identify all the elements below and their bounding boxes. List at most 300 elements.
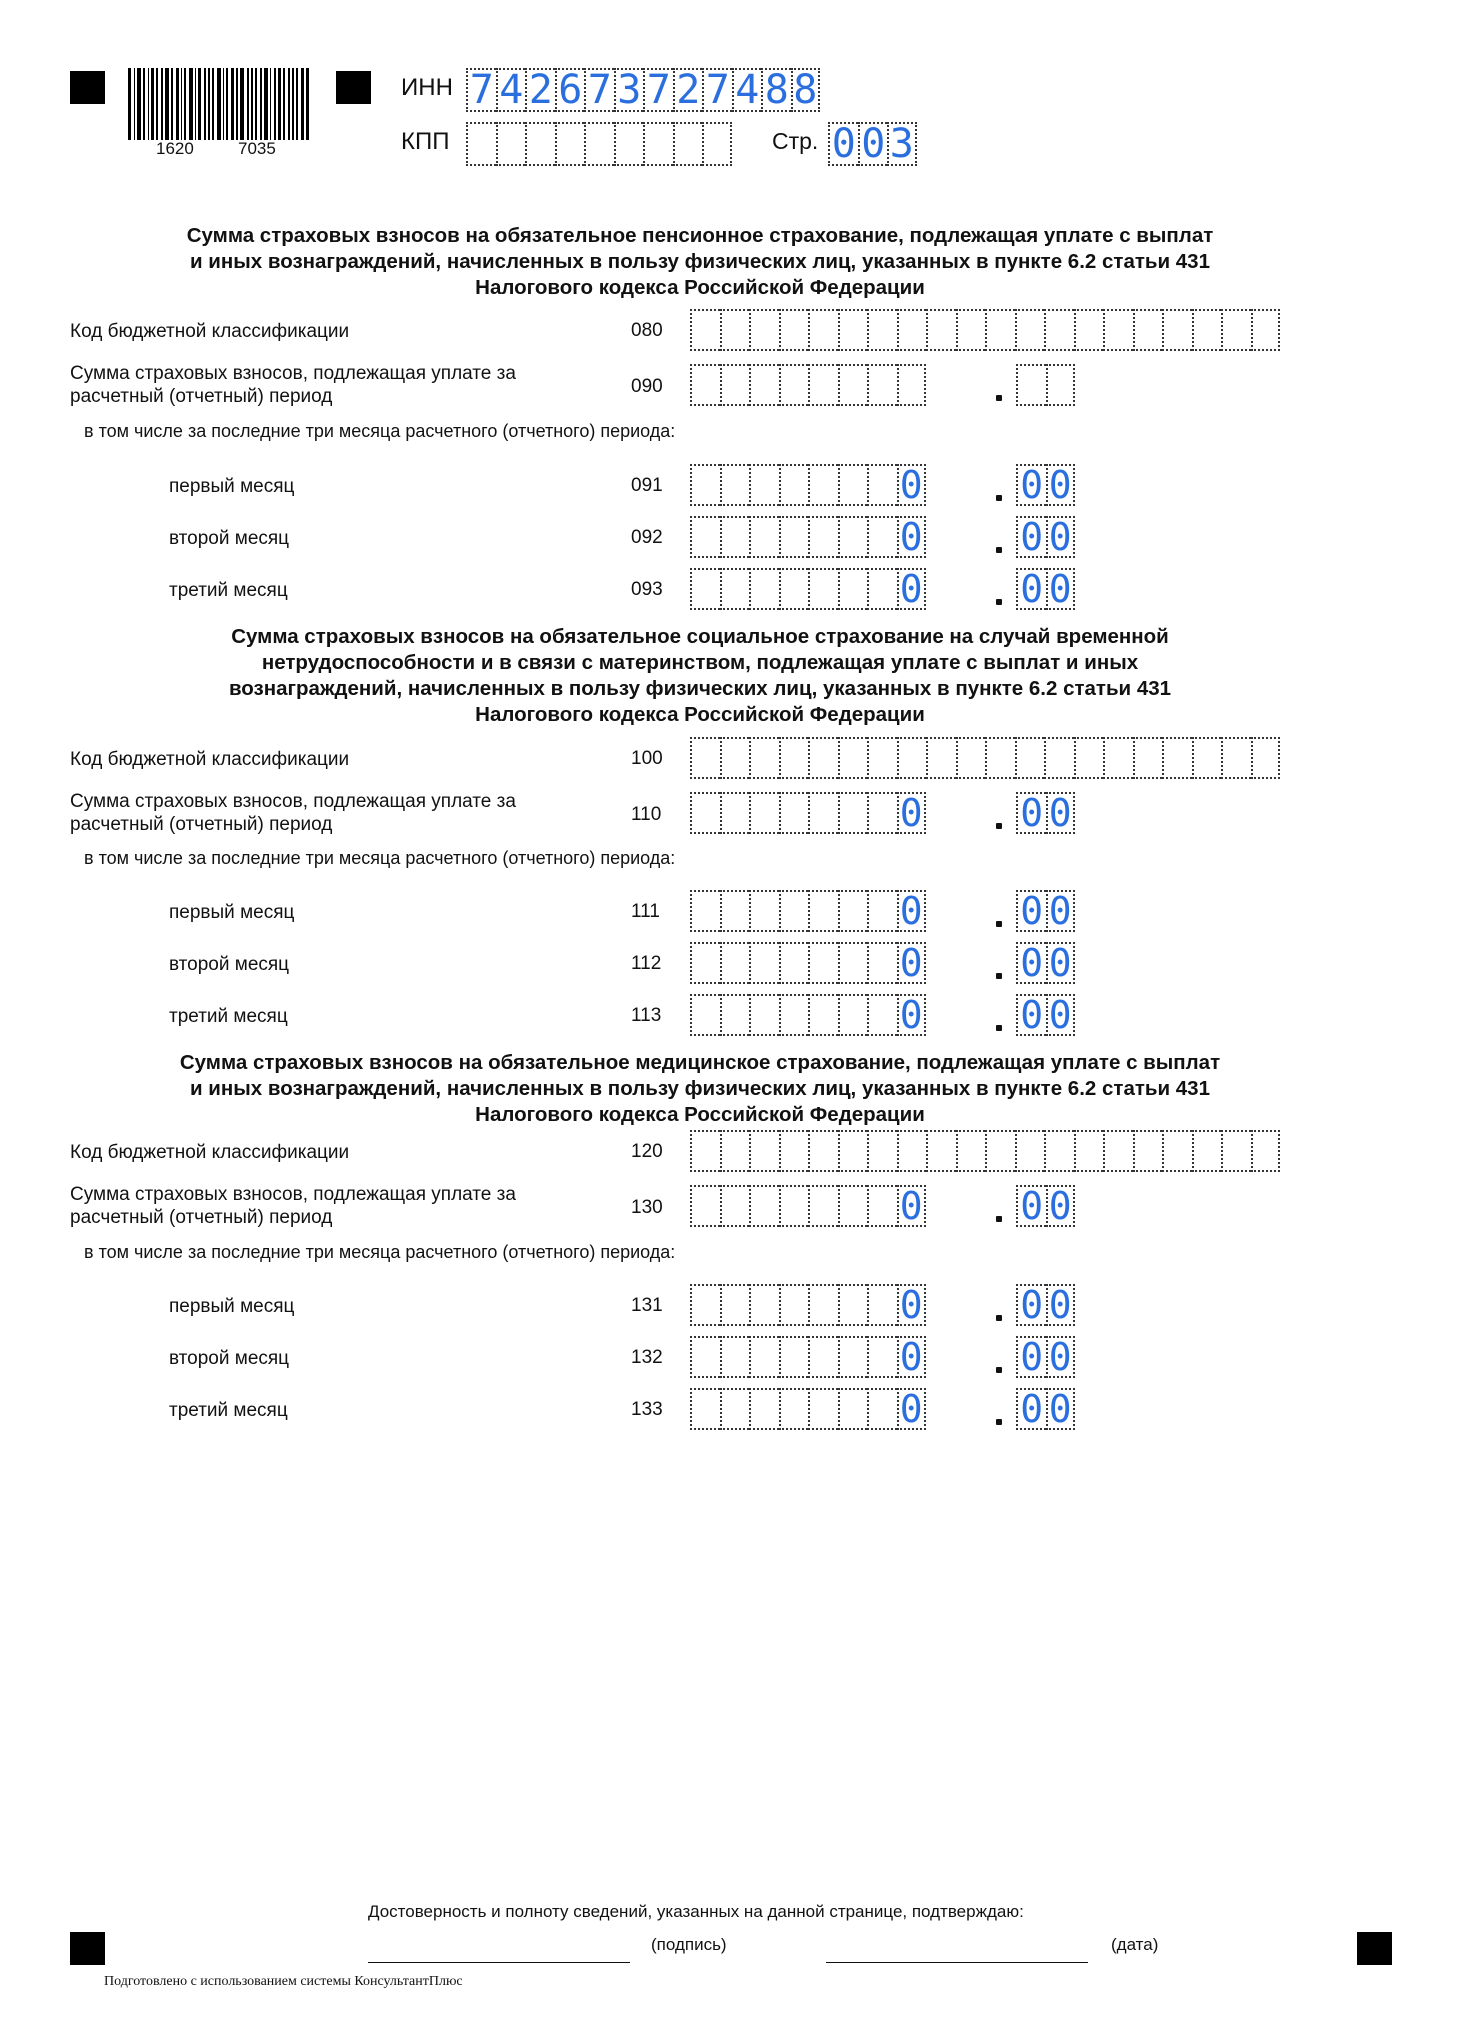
kbk-digit-cell[interactable] (897, 309, 927, 351)
amount-digit-cell[interactable] (749, 568, 779, 610)
inn-digit-cell[interactable]: 3 (614, 68, 644, 112)
barcode-bar (204, 68, 206, 140)
kbk-digit-cell[interactable] (690, 737, 720, 779)
amount-digit-cell[interactable] (838, 464, 868, 506)
kbk-digit-cell[interactable] (1103, 737, 1133, 779)
amount-digit-cell[interactable] (808, 464, 838, 506)
amount-digit-cell[interactable] (720, 792, 750, 834)
total-amount-label-line: расчетный (отчетный) период (70, 814, 333, 835)
page-number-field[interactable] (828, 122, 917, 166)
amount-digit-cell[interactable] (779, 942, 809, 984)
kbk-digit-cell[interactable] (720, 1130, 750, 1172)
amount-fraction-cell[interactable]: 0 (1016, 1185, 1046, 1227)
amount-digit-cell[interactable] (720, 942, 750, 984)
amount-digit-cell[interactable] (749, 792, 779, 834)
inn-digit-cell[interactable]: 2 (673, 68, 703, 112)
kbk-digit-cell[interactable] (897, 737, 927, 779)
section-title-line: Сумма страховых взносов на обязательное пенсионное страхование, подлежащая уплате с выплат (186, 224, 1214, 247)
amount-fraction-cell[interactable] (1016, 364, 1046, 406)
kbk-digit-cell[interactable] (1251, 309, 1281, 351)
amount-digit-cell[interactable] (838, 516, 868, 558)
amount-digit-cell[interactable] (749, 1185, 779, 1227)
kbk-digit-cell[interactable] (926, 1130, 956, 1172)
amount-digit-cell[interactable] (838, 1388, 868, 1430)
decimal-point (996, 1367, 1002, 1373)
inn-digit-cell[interactable]: 4 (732, 68, 762, 112)
amount-digit-cell[interactable] (779, 1185, 809, 1227)
amount-digit-cell[interactable] (867, 890, 897, 932)
kbk-digit-cell[interactable] (1074, 1130, 1104, 1172)
amount-digit-cell[interactable] (749, 1284, 779, 1326)
kbk-digit-cell[interactable] (1251, 1130, 1281, 1172)
amount-digit-cell[interactable] (690, 792, 720, 834)
amount-digit-cell[interactable] (720, 464, 750, 506)
amount-fraction-cell[interactable]: 0 (1046, 890, 1076, 932)
inn-digit-cell[interactable]: 4 (496, 68, 526, 112)
section-title-line: вознаграждений, начисленных в пользу физических лиц, указанных в пункте 6.2 статьи 431 (228, 677, 1172, 700)
kbk-digit-cell[interactable] (956, 737, 986, 779)
kbk-digit-cell[interactable] (779, 737, 809, 779)
month-amount-field-fraction[interactable] (1016, 464, 1075, 506)
barcode (128, 68, 311, 140)
amount-digit-cell[interactable] (779, 568, 809, 610)
amount-fraction-cell[interactable]: 0 (1016, 516, 1046, 558)
decimal-point (996, 547, 1002, 553)
kbk-digit-cell[interactable] (1044, 1130, 1074, 1172)
kbk-digit-cell[interactable] (1074, 737, 1104, 779)
amount-digit-cell[interactable] (867, 1388, 897, 1430)
amount-digit-cell[interactable] (867, 994, 897, 1036)
page-digit-cell[interactable]: 3 (887, 122, 917, 166)
date-label: (дата) (1111, 1935, 1159, 1954)
month-amount-field-fraction[interactable] (1016, 1284, 1075, 1326)
amount-digit-cell[interactable] (690, 942, 720, 984)
inn-digit-cell[interactable]: 6 (555, 68, 585, 112)
amount-digit-cell[interactable] (690, 516, 720, 558)
months-note: в том числе за последние три месяца расчетного (отчетного) периода: (84, 421, 676, 441)
amount-fraction-cell[interactable]: 0 (1016, 890, 1046, 932)
amount-digit-cell[interactable] (808, 516, 838, 558)
amount-digit-cell[interactable] (690, 1336, 720, 1378)
barcode-bar (260, 68, 262, 140)
kbk-digit-cell[interactable] (690, 309, 720, 351)
amount-digit-cell[interactable] (808, 568, 838, 610)
amount-digit-cell[interactable] (838, 568, 868, 610)
barcode-bar (217, 68, 221, 140)
inn-digit-cell[interactable]: 8 (791, 68, 821, 112)
barcode-bar (301, 68, 305, 140)
kbk-digit-cell[interactable] (808, 737, 838, 779)
amount-digit-cell[interactable] (779, 464, 809, 506)
kbk-digit-cell[interactable] (838, 737, 868, 779)
kbk-digit-cell[interactable] (1221, 737, 1251, 779)
barcode-bar (189, 68, 193, 140)
amount-digit-cell[interactable]: 0 (897, 1284, 927, 1326)
amount-fraction-cell[interactable]: 0 (1046, 942, 1076, 984)
total-amount-label (70, 1183, 516, 1229)
kbk-digit-cell[interactable] (867, 737, 897, 779)
kpp-digit-cell[interactable] (584, 122, 614, 166)
amount-fraction-cell[interactable]: 0 (1046, 1185, 1076, 1227)
amount-digit-cell[interactable] (779, 890, 809, 932)
amount-digit-cell[interactable] (690, 568, 720, 610)
amount-fraction-cell[interactable]: 0 (1046, 568, 1076, 610)
kbk-digit-cell[interactable] (926, 737, 956, 779)
barcode-bar (283, 68, 285, 140)
amount-digit-cell[interactable] (808, 792, 838, 834)
month-label: второй месяц (169, 954, 290, 975)
kbk-digit-cell[interactable] (779, 1130, 809, 1172)
amount-digit-cell[interactable]: 0 (897, 994, 927, 1036)
amount-digit-cell[interactable] (808, 364, 838, 406)
amount-digit-cell[interactable] (690, 1284, 720, 1326)
month-amount-field-fraction[interactable] (1016, 516, 1075, 558)
month-amount-field-integer[interactable] (690, 516, 926, 558)
amount-digit-cell[interactable] (838, 1185, 868, 1227)
signature-line (368, 1962, 630, 1963)
kbk-field[interactable] (690, 309, 1280, 351)
amount-digit-cell[interactable] (808, 1336, 838, 1378)
amount-fraction-cell[interactable] (1046, 364, 1076, 406)
amount-digit-cell[interactable] (897, 364, 927, 406)
kbk-line-code: 100 (631, 748, 663, 769)
month-label: первый месяц (169, 1296, 295, 1317)
total-amount-label-line: расчетный (отчетный) период (70, 1207, 333, 1228)
total-amount-field-integer[interactable] (690, 792, 926, 834)
total-amount-field-fraction[interactable] (1016, 792, 1075, 834)
amount-fraction-cell[interactable]: 0 (1016, 568, 1046, 610)
amount-digit-cell[interactable] (749, 942, 779, 984)
amount-fraction-cell[interactable]: 0 (1046, 464, 1076, 506)
month-line-code: 131 (631, 1295, 663, 1316)
amount-digit-cell[interactable]: 0 (897, 1185, 927, 1227)
kbk-digit-cell[interactable] (867, 309, 897, 351)
amount-digit-cell[interactable] (749, 464, 779, 506)
amount-digit-cell[interactable] (838, 792, 868, 834)
amount-digit-cell[interactable] (808, 994, 838, 1036)
kbk-digit-cell[interactable] (838, 309, 868, 351)
amount-digit-cell[interactable] (779, 364, 809, 406)
amount-digit-cell[interactable] (838, 890, 868, 932)
decimal-point (996, 1216, 1002, 1222)
barcode-bar (134, 68, 136, 140)
month-amount-field-integer[interactable] (690, 568, 926, 610)
months-note: в том числе за последние три месяца расчетного (отчетного) периода: (84, 1242, 676, 1262)
amount-fraction-cell[interactable]: 0 (1016, 1336, 1046, 1378)
kbk-digit-cell[interactable] (985, 737, 1015, 779)
amount-digit-cell[interactable] (867, 1185, 897, 1227)
month-line-code: 091 (631, 475, 663, 496)
amount-digit-cell[interactable] (867, 792, 897, 834)
amount-digit-cell[interactable] (838, 994, 868, 1036)
month-amount-field-fraction[interactable] (1016, 1388, 1075, 1430)
amount-fraction-cell[interactable]: 0 (1016, 792, 1046, 834)
amount-digit-cell[interactable]: 0 (897, 890, 927, 932)
kbk-digit-cell[interactable] (1103, 1130, 1133, 1172)
barcode-number-right: 7035 (238, 139, 276, 158)
kbk-digit-cell[interactable] (1192, 309, 1222, 351)
amount-fraction-cell[interactable]: 0 (1016, 1284, 1046, 1326)
corner-marker-top-right (336, 71, 371, 104)
kpp-digit-cell[interactable] (466, 122, 496, 166)
barcode-bar (181, 68, 183, 140)
barcode-bar (171, 68, 173, 140)
amount-digit-cell[interactable] (749, 890, 779, 932)
amount-digit-cell[interactable] (720, 1336, 750, 1378)
total-amount-field-integer[interactable] (690, 1185, 926, 1227)
kbk-field[interactable] (690, 1130, 1280, 1172)
kbk-digit-cell[interactable] (1133, 737, 1163, 779)
amount-digit-cell[interactable] (808, 1388, 838, 1430)
total-line-code: 090 (631, 376, 663, 397)
kpp-label: КПП (401, 128, 450, 155)
month-line-code: 092 (631, 527, 663, 548)
kbk-line-code: 080 (631, 320, 663, 341)
page-digit-cell[interactable]: 0 (828, 122, 858, 166)
month-line-code: 112 (631, 953, 662, 974)
amount-digit-cell[interactable] (720, 364, 750, 406)
section-title (70, 223, 1330, 301)
amount-digit-cell[interactable] (749, 364, 779, 406)
prepared-by-note: Подготовлено с использованием системы КонсультантПлюс (104, 1974, 463, 1989)
inn-field[interactable] (466, 68, 820, 112)
amount-digit-cell[interactable] (838, 1284, 868, 1326)
inn-label: ИНН (401, 74, 453, 101)
amount-digit-cell[interactable]: 0 (897, 568, 927, 610)
kbk-digit-cell[interactable] (1162, 1130, 1192, 1172)
kbk-digit-cell[interactable] (1221, 1130, 1251, 1172)
amount-digit-cell[interactable] (838, 942, 868, 984)
barcode-bar (151, 68, 154, 140)
barcode-bar (176, 68, 179, 140)
amount-fraction-cell[interactable]: 0 (1016, 464, 1046, 506)
amount-digit-cell[interactable] (808, 1284, 838, 1326)
month-amount-field-integer[interactable] (690, 464, 926, 506)
amount-digit-cell[interactable] (720, 568, 750, 610)
kbk-digit-cell[interactable] (1103, 309, 1133, 351)
inn-digit-cell[interactable]: 7 (466, 68, 496, 112)
amount-digit-cell[interactable] (690, 364, 720, 406)
section-title-line: Налогового кодекса Российской Федерации (475, 1103, 925, 1126)
amount-digit-cell[interactable] (779, 1388, 809, 1430)
amount-digit-cell[interactable] (720, 994, 750, 1036)
amount-fraction-cell[interactable]: 0 (1016, 942, 1046, 984)
barcode-bar (128, 68, 131, 140)
amount-digit-cell[interactable] (779, 792, 809, 834)
barcode-bar (156, 68, 158, 140)
month-amount-field-integer[interactable] (690, 1336, 926, 1378)
kbk-digit-cell[interactable] (1192, 1130, 1222, 1172)
amount-digit-cell[interactable] (808, 942, 838, 984)
decimal-point (996, 395, 1002, 401)
barcode-bar (198, 68, 201, 140)
section-title (70, 624, 1330, 728)
amount-digit-cell[interactable] (838, 364, 868, 406)
amount-digit-cell[interactable]: 0 (897, 942, 927, 984)
amount-digit-cell[interactable] (720, 890, 750, 932)
amount-fraction-cell[interactable]: 0 (1016, 1388, 1046, 1430)
amount-digit-cell[interactable] (720, 1284, 750, 1326)
decimal-point (996, 973, 1002, 979)
amount-digit-cell[interactable] (867, 464, 897, 506)
inn-digit-cell[interactable]: 7 (643, 68, 673, 112)
kbk-digit-cell[interactable] (956, 1130, 986, 1172)
amount-fraction-cell[interactable]: 0 (1046, 1388, 1076, 1430)
kbk-digit-cell[interactable] (1044, 309, 1074, 351)
kpp-digit-cell[interactable] (702, 122, 732, 166)
kbk-digit-cell[interactable] (985, 1130, 1015, 1172)
month-amount-field-integer[interactable] (690, 890, 926, 932)
kbk-digit-cell[interactable] (956, 309, 986, 351)
amount-digit-cell[interactable]: 0 (897, 516, 927, 558)
kbk-digit-cell[interactable] (690, 1130, 720, 1172)
kpp-digit-cell[interactable] (614, 122, 644, 166)
corner-marker-top-left (70, 71, 105, 104)
amount-digit-cell[interactable] (749, 516, 779, 558)
month-amount-field-integer[interactable] (690, 994, 926, 1036)
amount-digit-cell[interactable] (720, 1388, 750, 1430)
total-amount-field-integer[interactable] (690, 364, 926, 406)
month-amount-field-fraction[interactable] (1016, 942, 1075, 984)
signature-label: (подпись) (651, 1935, 727, 1954)
decimal-point (996, 1025, 1002, 1031)
amount-digit-cell[interactable] (720, 1185, 750, 1227)
kbk-digit-cell[interactable] (749, 1130, 779, 1172)
kbk-digit-cell[interactable] (1162, 737, 1192, 779)
kbk-digit-cell[interactable] (1074, 309, 1104, 351)
section-title-line: и иных вознаграждений, начисленных в пользу физических лиц, указанных в пункте 6.2 статьи 431 (189, 250, 1210, 273)
amount-fraction-cell[interactable]: 0 (1016, 994, 1046, 1036)
total-line-code: 110 (631, 804, 662, 825)
kbk-digit-cell[interactable] (720, 309, 750, 351)
kpp-digit-cell[interactable] (496, 122, 526, 166)
barcode-bar (212, 68, 215, 140)
barcode-bar (208, 68, 210, 140)
amount-fraction-cell[interactable]: 0 (1046, 1336, 1076, 1378)
amount-fraction-cell[interactable]: 0 (1046, 792, 1076, 834)
kbk-digit-cell[interactable] (720, 737, 750, 779)
kbk-digit-cell[interactable] (1015, 1130, 1045, 1172)
barcode-bar (148, 68, 150, 140)
kbk-digit-cell[interactable] (749, 309, 779, 351)
amount-digit-cell[interactable] (779, 1284, 809, 1326)
amount-digit-cell[interactable] (808, 890, 838, 932)
kbk-digit-cell[interactable] (1221, 309, 1251, 351)
amount-digit-cell[interactable] (838, 1336, 868, 1378)
kbk-digit-cell[interactable] (779, 309, 809, 351)
amount-digit-cell[interactable] (690, 890, 720, 932)
kbk-digit-cell[interactable] (897, 1130, 927, 1172)
month-label: второй месяц (169, 528, 290, 549)
month-amount-field-integer[interactable] (690, 1388, 926, 1430)
amount-digit-cell[interactable] (690, 994, 720, 1036)
kpp-digit-cell[interactable] (643, 122, 673, 166)
kbk-digit-cell[interactable] (749, 737, 779, 779)
kbk-digit-cell[interactable] (1162, 309, 1192, 351)
barcode-bar (195, 68, 197, 140)
inn-digit-cell[interactable]: 2 (525, 68, 555, 112)
kbk-digit-cell[interactable] (1192, 737, 1222, 779)
amount-digit-cell[interactable] (749, 1336, 779, 1378)
month-line-code: 133 (631, 1399, 663, 1420)
kbk-field[interactable] (690, 737, 1280, 779)
month-amount-field-fraction[interactable] (1016, 890, 1075, 932)
amount-digit-cell[interactable] (690, 1388, 720, 1430)
kpp-digit-cell[interactable] (555, 122, 585, 166)
amount-digit-cell[interactable] (867, 1284, 897, 1326)
amount-digit-cell[interactable] (867, 1336, 897, 1378)
amount-digit-cell[interactable] (779, 994, 809, 1036)
kbk-digit-cell[interactable] (1133, 309, 1163, 351)
kbk-digit-cell[interactable] (985, 309, 1015, 351)
amount-fraction-cell[interactable]: 0 (1046, 994, 1076, 1036)
decimal-point (996, 1419, 1002, 1425)
month-amount-field-integer[interactable] (690, 942, 926, 984)
amount-digit-cell[interactable] (749, 994, 779, 1036)
kbk-digit-cell[interactable] (1044, 737, 1074, 779)
amount-digit-cell[interactable]: 0 (897, 464, 927, 506)
total-amount-field-fraction[interactable] (1016, 364, 1075, 406)
inn-digit-cell[interactable]: 8 (761, 68, 791, 112)
amount-digit-cell[interactable] (808, 1185, 838, 1227)
kbk-digit-cell[interactable] (1015, 737, 1045, 779)
kpp-digit-cell[interactable] (673, 122, 703, 166)
kbk-digit-cell[interactable] (808, 309, 838, 351)
barcode-bar (184, 68, 186, 140)
kbk-digit-cell[interactable] (867, 1130, 897, 1172)
inn-digit-cell[interactable]: 7 (702, 68, 732, 112)
month-amount-field-fraction[interactable] (1016, 1336, 1075, 1378)
amount-digit-cell[interactable] (867, 942, 897, 984)
barcode-bar (296, 68, 298, 140)
amount-digit-cell[interactable]: 0 (897, 1388, 927, 1430)
kpp-field[interactable] (466, 122, 732, 166)
amount-digit-cell[interactable]: 0 (897, 1336, 927, 1378)
kpp-digit-cell[interactable] (525, 122, 555, 166)
amount-digit-cell[interactable] (749, 1388, 779, 1430)
barcode-bar (223, 68, 225, 140)
amount-fraction-cell[interactable]: 0 (1046, 1284, 1076, 1326)
section-title-line: нетрудоспособности и в связи с материнством, подлежащая уплате с выплат и иных (261, 651, 1139, 674)
amount-fraction-cell[interactable]: 0 (1046, 516, 1076, 558)
kbk-digit-cell[interactable] (1133, 1130, 1163, 1172)
total-amount-label (70, 790, 516, 836)
amount-digit-cell[interactable] (867, 568, 897, 610)
kbk-line-code: 120 (631, 1141, 663, 1162)
amount-digit-cell[interactable] (690, 464, 720, 506)
amount-digit-cell[interactable] (867, 516, 897, 558)
kbk-digit-cell[interactable] (838, 1130, 868, 1172)
kbk-digit-cell[interactable] (926, 309, 956, 351)
page-digit-cell[interactable]: 0 (858, 122, 888, 166)
amount-digit-cell[interactable]: 0 (897, 792, 927, 834)
amount-digit-cell[interactable] (779, 1336, 809, 1378)
month-amount-field-fraction[interactable] (1016, 568, 1075, 610)
month-amount-field-integer[interactable] (690, 1284, 926, 1326)
corner-marker-bottom-right (1357, 1932, 1392, 1965)
total-amount-field-fraction[interactable] (1016, 1185, 1075, 1227)
amount-digit-cell[interactable] (720, 516, 750, 558)
inn-digit-cell[interactable]: 7 (584, 68, 614, 112)
kbk-digit-cell[interactable] (808, 1130, 838, 1172)
amount-digit-cell[interactable] (690, 1185, 720, 1227)
amount-digit-cell[interactable] (867, 364, 897, 406)
amount-digit-cell[interactable] (779, 516, 809, 558)
kbk-digit-cell[interactable] (1015, 309, 1045, 351)
month-amount-field-fraction[interactable] (1016, 994, 1075, 1036)
kbk-digit-cell[interactable] (1251, 737, 1281, 779)
decimal-point (996, 823, 1002, 829)
